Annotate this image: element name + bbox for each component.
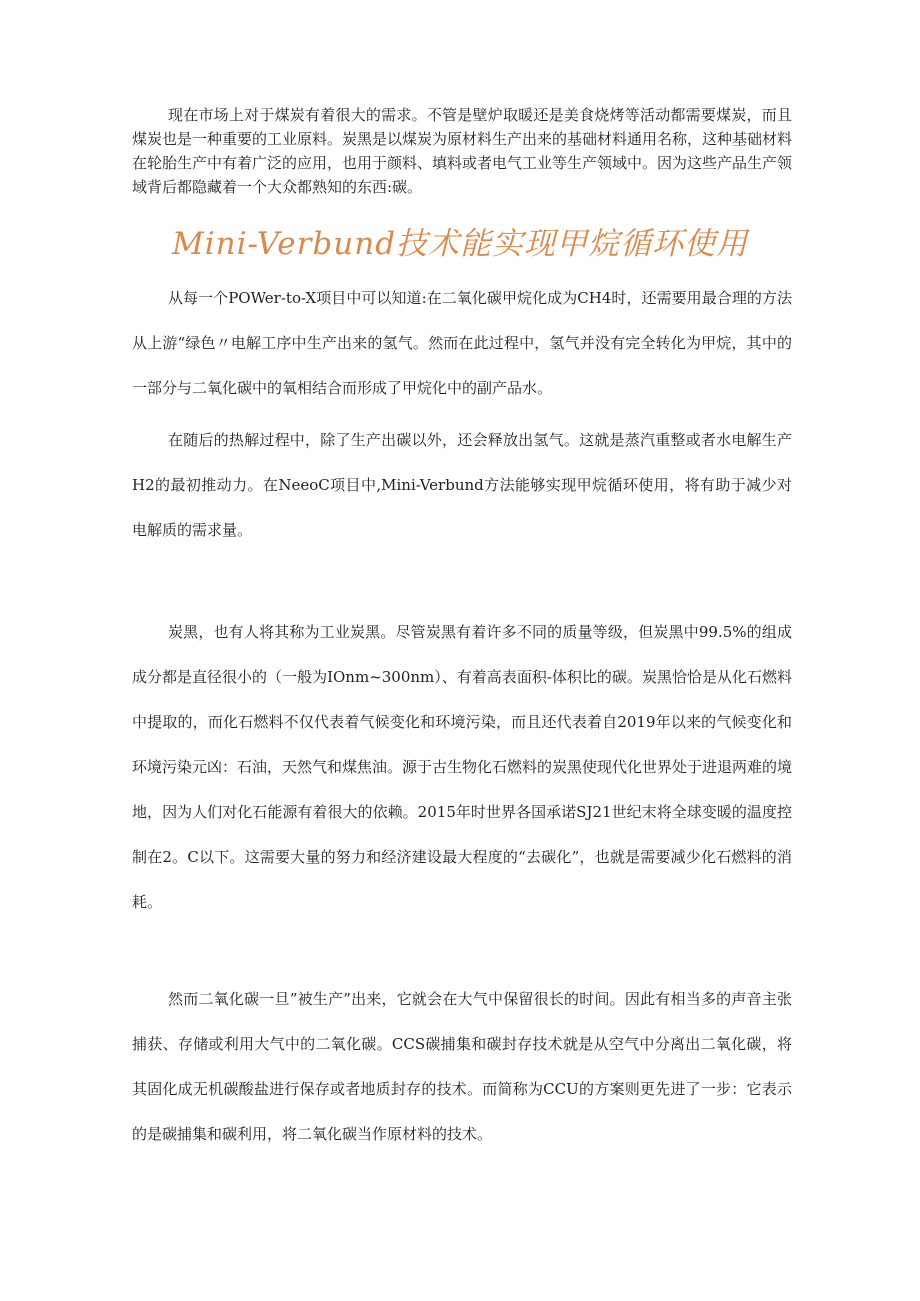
section-heading: Mini-Verbund技术能实现甲烷循环使用 xyxy=(171,226,749,262)
body-paragraph-3: 炭黑，也有人将其称为工业炭黑。尽管炭黑有着许多不同的质量等级，但炭黑中99.5%的组成成分都是直径很小的（一般为IOnm~300nm）、有着高表面积-体积比的碳。炭黑恰恰是从化石燃料中提取的，而化石燃料不仅代表着气候变化和环境污染，而且还代表着自2019年以来的气候变化和环境污染元凶：石油，天然气和煤焦油。源于古生物化石燃料的炭黑使现代化世界处于进退两难的境地，因为人们对化石能源有着很大的依赖。2015年时世界各国承诺SJ21世纪末将全球变暖的温度控制在2。C以下。这需要大量的努力和经济建设最大程度的“去碳化”，也就是需要减少化石燃料的消耗。 xyxy=(132,623,793,911)
intro-paragraph: 现在市场上对于煤炭有着很大的需求。不管是壁炉取暖还是美食烧烤等活动都需要煤炭，而且煤炭也是一种重要的工业原料。炭黑是以煤炭为原材料生产出来的基础材料通用名称，这种基础材料在轮胎生产中有着广泛的应用，也用于颜料、填料或者电气工业等生产领域中。因为这些产品生产领域背后都隐藏着一个大众都熟知的东西:碳。 xyxy=(132,106,793,196)
body-paragraph-1: 从每一个POWer-to-X项目中可以知道:在二氧化碳甲烷化成为CH4时，还需要用最合理的方法从上游“绿色〃电解工序中生产出来的氢气。然而在此过程中，氢气并没有完全转化为甲烷，其中的一部分与二氧化碳中的氧相结合而形成了甲烷化中的副产品水。 xyxy=(132,289,792,397)
body-paragraph-4: 然而二氧化碳一旦”被生产”出来，它就会在大气中保留很长的时间。因此有相当多的声音主张捕获、存储或利用大气中的二氧化碳。CCS碳捕集和碳封存技术就是从空气中分离出二氧化碳，将其固化成无机碳酸盐进行保存或者地质封存的技术。而简称为CCU的方案则更先进了一步：它表示的是碳捕集和碳利用，将二氧化碳当作原材料的技术。 xyxy=(132,990,792,1143)
body-paragraph-2: 在随后的热解过程中，除了生产出碳以外，还会释放出氢气。这就是蒸汽重整或者水电解生产H2的最初推动力。在NeeoC项目中,Mini-Verbund方法能够实现甲烷循环使用，将有助于减少对电解质的需求量。 xyxy=(132,431,792,539)
